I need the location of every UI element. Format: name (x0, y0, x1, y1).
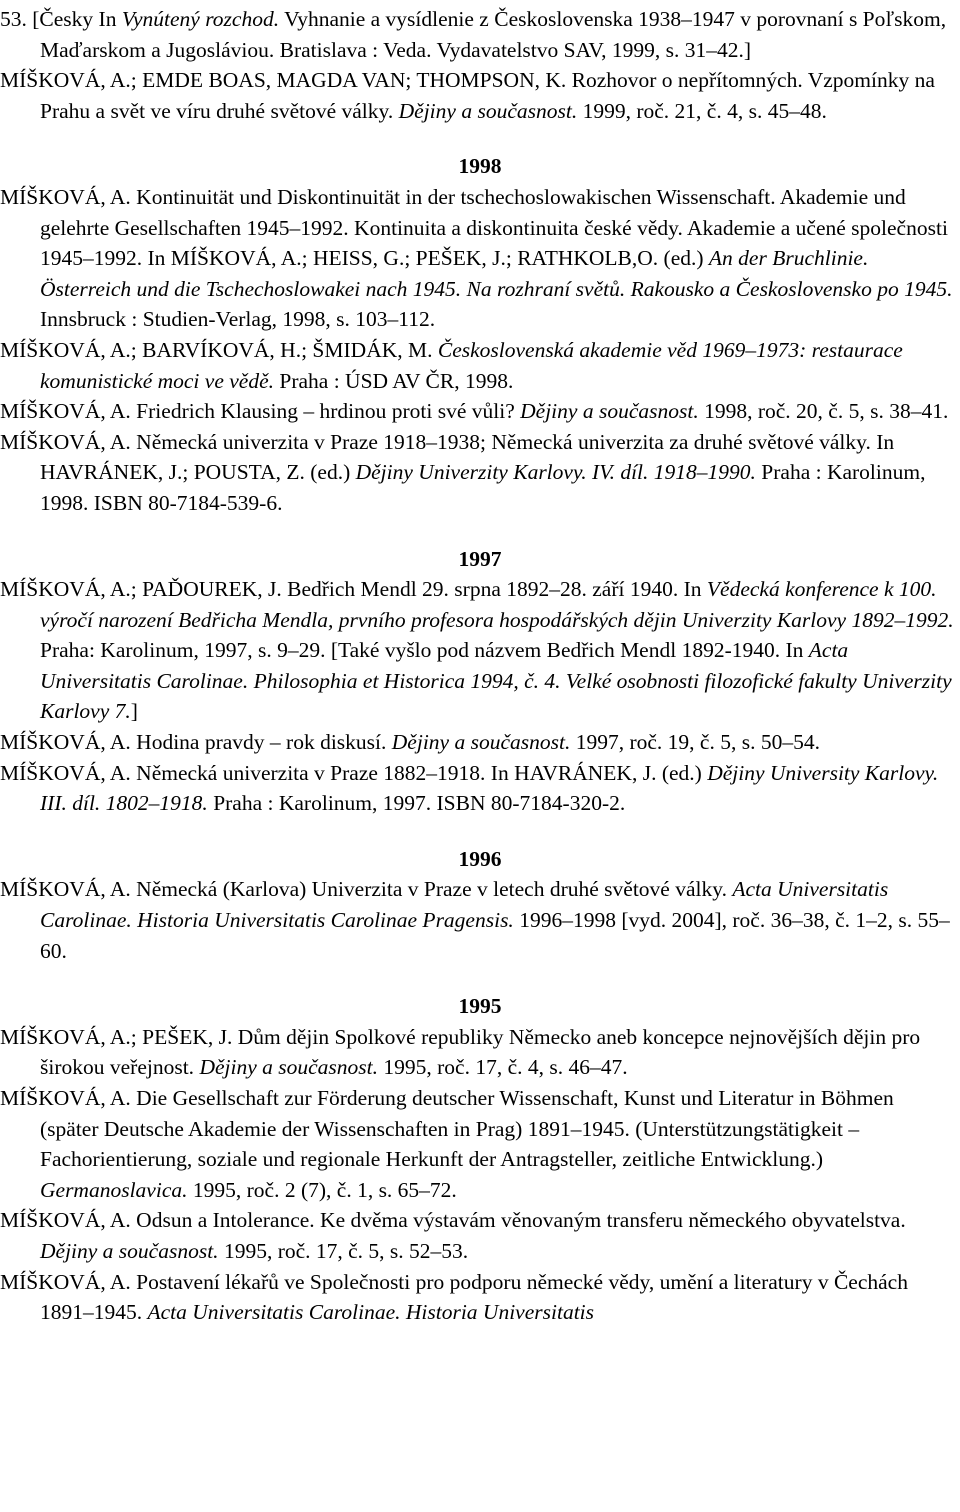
entry-text: 53. [Česky In (0, 7, 122, 31)
entry-text: Vyhnanie a vysídlenie z Československa 1938–1947 v porovnaní s Poľskom, Maďarskom a Jugosláviou. Bratislava : Veda. Vydavatelstvo SAV, 1999, s. 31–42.] (40, 7, 947, 62)
entry-text: MÍŠKOVÁ, A.; BARVÍKOVÁ, H.; ŠMIDÁK, M. (0, 337, 438, 362)
bibliography-entry (0, 874, 960, 966)
entry-text: MÍŠKOVÁ, A. Hodina pravdy – rok diskusí. (0, 730, 392, 755)
entry-title-italic: Československá akademie věd 1969–1973: restaurace komunistické moci ve vědě. (40, 337, 903, 393)
entry-text: Praha : Karolinum, 1997. ISBN 80-7184-320-2. (207, 791, 626, 816)
entry-title-italic: An der Bruchlinie. Österreich und die Tschechoslowakei nach 1945. Na rozhraní světů. Rakousko a Československo po 1945. (40, 246, 953, 301)
bibliography-entry (0, 335, 960, 396)
entry-title-italic: Dějiny University Karlovy. III. díl. 1802–1918. (40, 760, 939, 816)
entry-text: Praha : Karolinum, 1998. ISBN 80-7184-539-6. (40, 460, 926, 515)
year-heading: 1995 (458, 994, 502, 1019)
bibliography-entry (0, 427, 960, 519)
year-spacer (0, 126, 960, 151)
entry-title-italic: Dějiny a současnost. (520, 399, 699, 424)
year-heading: 1996 (458, 846, 502, 871)
entry-text: 1995, roč. 17, č. 4, s. 46–47. (378, 1055, 628, 1080)
entry-title-italic: Acta Universitatis Carolinae. Philosophia et Historica 1994, č. 4. Velké osobnosti filozofické fakulty Univerzity Karlovy 7. (40, 638, 952, 724)
entry-title-italic: Dějiny a současnost. (199, 1055, 378, 1080)
entry-text: MÍŠKOVÁ, A.; EMDE BOAS, MAGDA VAN; THOMPSON, K. Rozhovor o nepřítomných. Vzpomínky na Prahu a svět ve víru druhé světové války. (0, 68, 935, 123)
entry-text: MÍŠKOVÁ, A. Friedrich Klausing – hrdinou proti své vůli? (0, 399, 521, 424)
year-spacer (0, 966, 960, 991)
bibliography-entry (0, 182, 960, 335)
bibliography-entry (0, 1022, 960, 1083)
entry-title-italic: Acta Universitatis Carolinae. Historia Universitatis (147, 1300, 595, 1325)
bibliography-entry (0, 574, 960, 727)
entry-text: 1996–1998 [vyd. 2004], roč. 36–38, č. 1–2, s. 55–60. (40, 908, 950, 963)
entry-title-italic: Dějiny a současnost. (40, 1238, 219, 1263)
entry-text: Praha : ÚSD AV ČR, 1998. (274, 368, 514, 393)
bibliography-list (0, 4, 960, 1328)
bibliography-entry (0, 1083, 960, 1205)
bibliography-entry (0, 65, 960, 126)
entry-text: MÍŠKOVÁ, A. Die Gesellschaft zur Förderung deutscher Wissenschaft, Kunst und Literatur in Böhmen (später Deutsche Akademie der Wissenschaften in Prag) 1891–1945. (Unterstützungstätigkeit – Fachorientierung, soziale und regionale Herkunft der Antragsteller, zeitliche Entwicklung.) (0, 1086, 894, 1172)
bibliography-entry (0, 4, 960, 65)
entry-title-italic: Germanoslavica. (40, 1177, 188, 1202)
entry-text: Praha: Karolinum, 1997, s. 9–29. [Také vyšlo pod názvem Bedřich Mendl 1892-1940. In (40, 638, 809, 663)
bibliography-entry (0, 396, 960, 427)
entry-text: MÍŠKOVÁ, A. Německá univerzita v Praze 1918–1938; Německá univerzita za druhé světové války. In HAVRÁNEK, J.; POUSTA, Z. (ed.) (0, 429, 895, 485)
bibliography-entry (0, 758, 960, 819)
entry-text: MÍŠKOVÁ, A.; PAĎOUREK, J. Bedřich Mendl 29. srpna 1892–28. září 1940. In (0, 577, 707, 602)
year-spacer (0, 519, 960, 544)
entry-title-italic: Dějiny Univerzity Karlovy. IV. díl. 1918–1990. (355, 460, 756, 485)
entry-text: MÍŠKOVÁ, A. Německá univerzita v Praze 1882–1918. In HAVRÁNEK, J. (ed.) (0, 760, 708, 785)
entry-text: 1998, roč. 20, č. 5, s. 38–41. (698, 399, 949, 424)
entry-text: Innsbruck : Studien-Verlag, 1998, s. 103–112. (40, 307, 436, 332)
entry-text: ] (130, 699, 138, 724)
entry-text: 1995, roč. 2 (7), č. 1, s. 65–72. (187, 1177, 457, 1202)
bibliography-entry (0, 727, 960, 758)
entry-text: 1997, roč. 19, č. 5, s. 50–54. (570, 730, 820, 755)
entry-title-italic: Vědecká konference k 100. výročí narození Bedřicha Mendla, prvního profesora hospodářských dějin Univerzity Karlovy 1892–1992. (40, 577, 954, 632)
entry-text: MÍŠKOVÁ, A. Kontinuität und Diskontinuität in der tschechoslowakischen Wissenschaft. Akademie und gelehrte Gesellschaften 1945–1992. Kontinuita a diskontinuita české vědy. Akademie a učené společnosti 1945–1992. In MÍŠKOVÁ, A.; HEISS, G.; PEŠEK, J.; RATHKOLB,O. (ed.) (0, 184, 948, 271)
entry-title-italic: Vynútený rozchod. (121, 7, 280, 31)
entry-text: 1995, roč. 17, č. 5, s. 52–53. (218, 1238, 469, 1263)
entry-text: 1999, roč. 21, č. 4, s. 45–48. (577, 98, 827, 123)
entry-text: MÍŠKOVÁ, A.; PEŠEK, J. Dům dějin Spolkové republiky Německo aneb koncepce nejnovějších dějin pro širokou veřejnost. (0, 1024, 921, 1080)
entry-text: MÍŠKOVÁ, A. Postavení lékařů ve Společnosti pro podporu německé vědy, umění a literatury v Čechách 1891–1945. (0, 1269, 908, 1325)
bibliography-entry (0, 1205, 960, 1266)
bibliography-entry (0, 1267, 960, 1328)
entry-title-italic: Dějiny a současnost. (398, 98, 578, 123)
year-spacer (0, 819, 960, 844)
entry-text: MÍŠKOVÁ, A. Německá (Karlova) Univerzita v Praze v letech druhé světové války. (0, 877, 733, 902)
year-heading: 1997 (458, 546, 502, 571)
entry-title-italic: Dějiny a současnost. (391, 730, 571, 755)
entry-title-italic: Acta Universitatis Carolinae. Historia Universitatis Carolinae Pragensis. (40, 877, 889, 933)
entry-text: MÍŠKOVÁ, A. Odsun a Intolerance. Ke dvěma výstavám věnovaným transferu německého obyvatelstva. (0, 1208, 906, 1233)
year-heading: 1998 (458, 154, 502, 179)
